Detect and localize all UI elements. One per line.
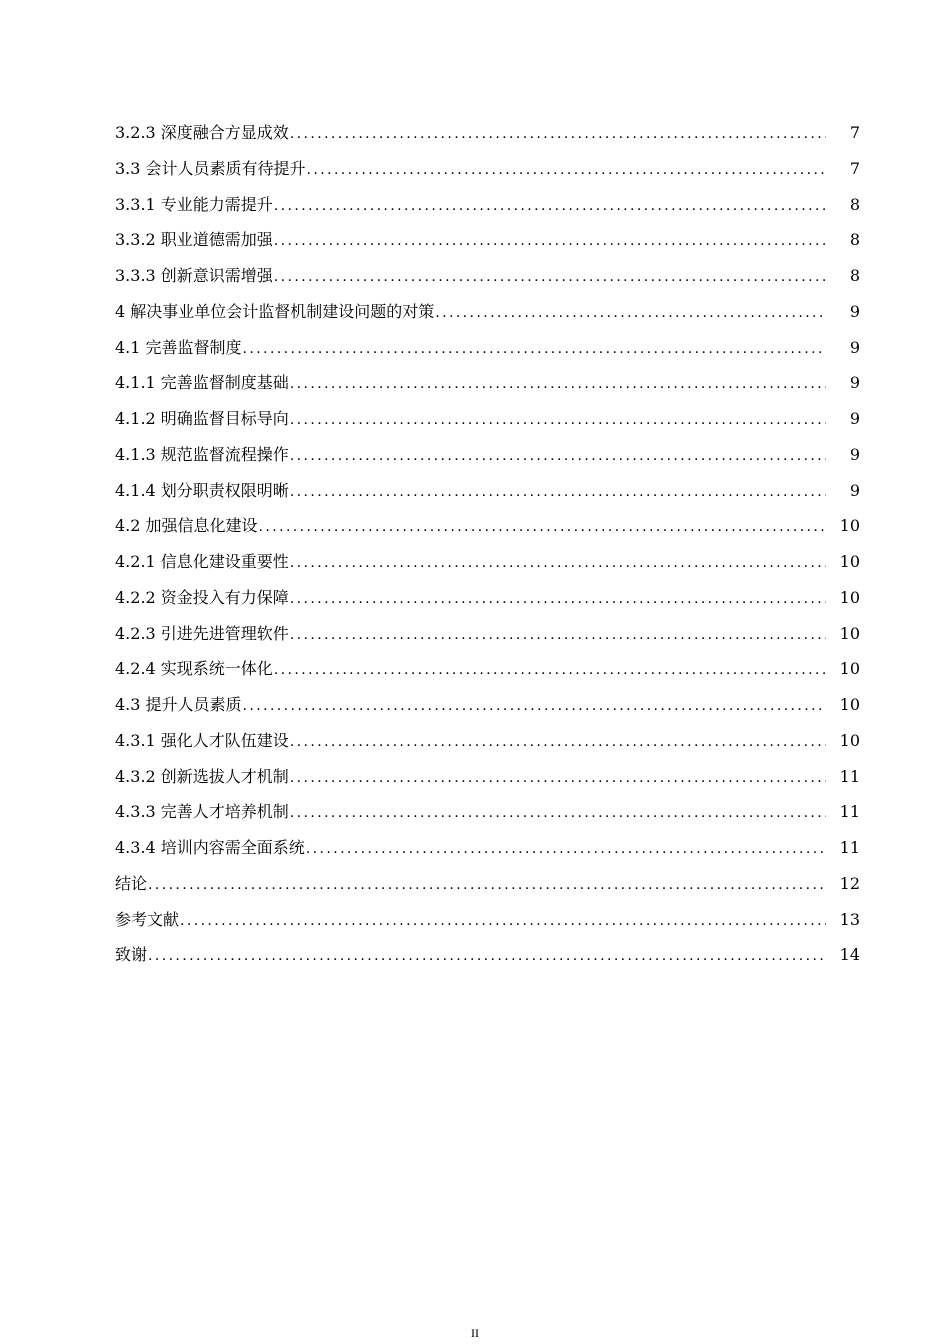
toc-entry-page: 8 bbox=[849, 194, 860, 214]
toc-entry-title: 4.2.4 实现系统一体化 bbox=[115, 659, 273, 679]
toc-entry[interactable] bbox=[115, 294, 860, 330]
toc-entry[interactable] bbox=[115, 473, 860, 509]
toc-entry[interactable] bbox=[115, 437, 860, 473]
toc-entry-title: 结论 bbox=[115, 873, 148, 893]
toc-entry-title: 致谢 bbox=[115, 945, 148, 965]
toc-entry-title: 4.3.2 创新选拔人才机制 bbox=[115, 766, 289, 786]
toc-entry-page: 8 bbox=[849, 266, 860, 285]
toc-entry-page: 9 bbox=[849, 480, 860, 500]
toc-entry[interactable] bbox=[115, 651, 860, 687]
toc-entry-title: 4.1.4 划分职责权限明晰 bbox=[115, 480, 289, 500]
toc-dot-leader bbox=[180, 904, 826, 940]
toc-entry-page: 13 bbox=[839, 909, 860, 929]
toc-entry-page: 10 bbox=[839, 623, 860, 643]
toc-entry-title: 4.2.2 资金投入有力保障 bbox=[115, 587, 289, 607]
toc-dot-leader bbox=[148, 939, 826, 975]
toc-entry[interactable] bbox=[115, 330, 860, 366]
toc-dot-leader bbox=[274, 224, 826, 260]
toc-entry[interactable] bbox=[115, 794, 860, 830]
toc-entry[interactable] bbox=[115, 937, 860, 973]
toc-dot-leader bbox=[290, 725, 826, 761]
toc-entry-title: 3.2.3 深度融合方显成效 bbox=[115, 123, 289, 142]
toc-dot-leader bbox=[290, 618, 826, 654]
toc-entry-title: 3.3.1 专业能力需提升 bbox=[115, 194, 273, 214]
toc-entry[interactable] bbox=[115, 866, 860, 902]
toc-dot-leader bbox=[290, 761, 826, 797]
toc-entry-page: 10 bbox=[839, 695, 860, 714]
toc-entry-title: 4.3 提升人员素质 bbox=[115, 695, 242, 714]
toc-entry-page: 10 bbox=[839, 587, 860, 607]
toc-entry-title: 4.3.3 完善人才培养机制 bbox=[115, 802, 289, 822]
toc-entry[interactable] bbox=[115, 401, 860, 437]
toc-dot-leader bbox=[290, 367, 826, 403]
toc-entry-page: 10 bbox=[839, 659, 860, 679]
toc-entry-title: 4.1 完善监督制度 bbox=[115, 337, 242, 357]
toc-entry-title: 3.3 会计人员素质有待提升 bbox=[115, 158, 306, 178]
toc-entry-title: 参考文献 bbox=[115, 909, 180, 929]
toc-entry-title: 4.2 加强信息化建设 bbox=[115, 516, 258, 536]
toc-entry[interactable] bbox=[115, 365, 860, 401]
toc-dot-leader bbox=[307, 153, 826, 189]
toc-entry-page: 9 bbox=[849, 444, 860, 464]
toc-entry-page: 11 bbox=[839, 766, 860, 786]
toc-dot-leader bbox=[290, 475, 826, 511]
toc-dot-leader bbox=[290, 796, 826, 832]
toc-entry[interactable] bbox=[115, 151, 860, 187]
toc-entry-page: 11 bbox=[839, 838, 860, 857]
toc-entry[interactable] bbox=[115, 258, 860, 294]
toc-entry[interactable] bbox=[115, 544, 860, 580]
toc-entry[interactable] bbox=[115, 508, 860, 544]
toc-dot-leader bbox=[243, 332, 826, 368]
toc-dot-leader bbox=[290, 582, 826, 618]
toc-dot-leader bbox=[290, 117, 826, 153]
toc-entry-title: 4.3.1 强化人才队伍建设 bbox=[115, 730, 289, 750]
toc-entry[interactable] bbox=[115, 687, 860, 723]
toc-dot-leader bbox=[274, 653, 826, 689]
toc-entry-page: 12 bbox=[839, 873, 860, 893]
toc-entry-page: 14 bbox=[839, 945, 860, 965]
toc-entry-title: 3.3.2 职业道德需加强 bbox=[115, 230, 273, 250]
toc-entry-title: 4.2.3 引进先进管理软件 bbox=[115, 623, 289, 643]
toc-entry-title: 3.3.3 创新意识需增强 bbox=[115, 266, 273, 285]
toc-entry-page: 7 bbox=[849, 158, 860, 178]
toc-entry-title: 4.2.1 信息化建设重要性 bbox=[115, 552, 289, 571]
toc-entry[interactable] bbox=[115, 616, 860, 652]
table-of-contents bbox=[115, 115, 860, 973]
toc-dot-leader bbox=[274, 260, 826, 296]
toc-entry-page: 11 bbox=[839, 802, 860, 822]
toc-entry-page: 9 bbox=[849, 409, 860, 428]
toc-dot-leader bbox=[290, 403, 826, 439]
toc-entry[interactable] bbox=[115, 723, 860, 759]
toc-entry-title: 4.1.2 明确监督目标导向 bbox=[115, 409, 289, 428]
toc-entry-page: 10 bbox=[839, 516, 860, 536]
toc-entry[interactable] bbox=[115, 759, 860, 795]
toc-dot-leader bbox=[259, 510, 826, 546]
toc-entry[interactable] bbox=[115, 115, 860, 151]
toc-dot-leader bbox=[148, 868, 826, 904]
toc-dot-leader bbox=[306, 832, 826, 868]
toc-entry[interactable] bbox=[115, 187, 860, 223]
toc-entry-page: 9 bbox=[849, 301, 860, 321]
toc-entry-title: 4.1.1 完善监督制度基础 bbox=[115, 373, 289, 393]
toc-entry[interactable] bbox=[115, 902, 860, 938]
toc-entry-title: 4 解决事业单位会计监督机制建设问题的对策 bbox=[115, 301, 435, 321]
toc-entry-title: 4.1.3 规范监督流程操作 bbox=[115, 444, 289, 464]
toc-entry-page: 9 bbox=[849, 373, 860, 393]
toc-dot-leader bbox=[435, 296, 826, 332]
toc-dot-leader bbox=[290, 439, 826, 475]
toc-entry-page: 9 bbox=[849, 337, 860, 357]
toc-entry[interactable] bbox=[115, 222, 860, 258]
toc-entry-page: 10 bbox=[839, 552, 860, 571]
toc-entry-title: 4.3.4 培训内容需全面系统 bbox=[115, 838, 305, 857]
toc-entry[interactable] bbox=[115, 580, 860, 616]
toc-entry-page: 10 bbox=[839, 730, 860, 750]
toc-dot-leader bbox=[274, 189, 826, 225]
toc-entry-page: 7 bbox=[849, 123, 860, 142]
toc-entry-page: 8 bbox=[849, 230, 860, 250]
toc-dot-leader bbox=[243, 689, 826, 725]
toc-entry[interactable] bbox=[115, 830, 860, 866]
page-number: II bbox=[471, 1326, 479, 1340]
toc-dot-leader bbox=[290, 546, 826, 582]
